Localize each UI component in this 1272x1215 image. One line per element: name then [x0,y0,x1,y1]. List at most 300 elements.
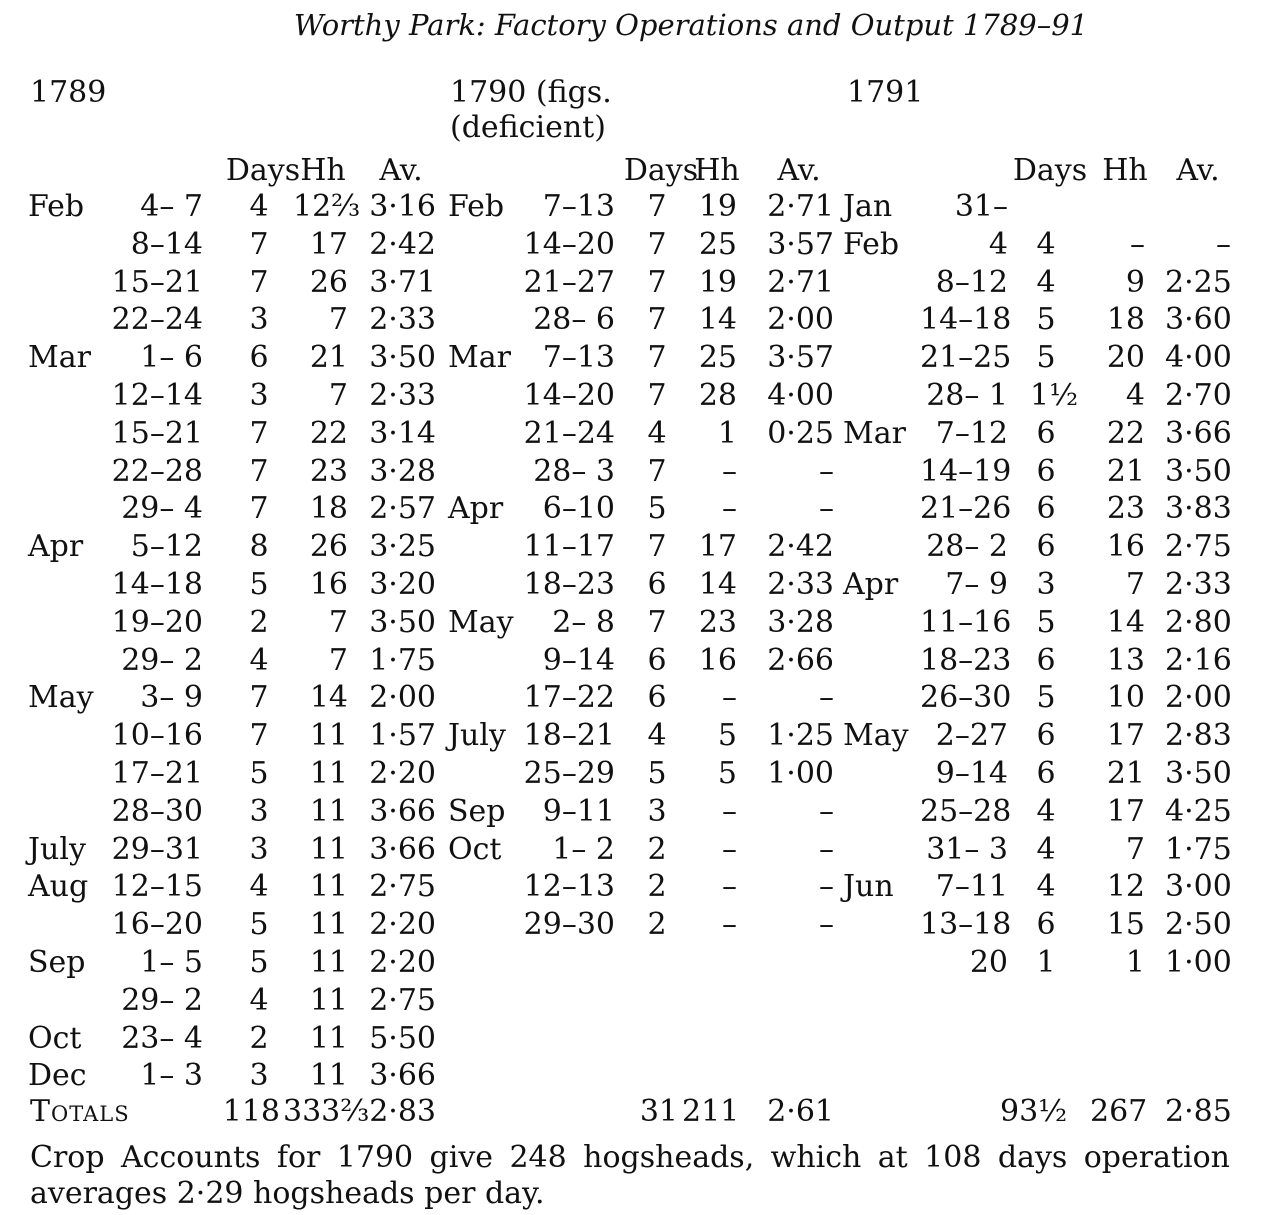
average-value: – [1216,226,1231,262]
month-label: Mar [843,415,906,451]
average-value: 3·00 [1165,869,1232,905]
date-range: 21–26 [920,491,1012,527]
average-value: 1·75 [369,642,436,678]
days-value: 4 [249,869,269,905]
average-value: 5·50 [369,1020,436,1056]
month-label: Dec [28,1058,87,1094]
date-range: 1– 5 [140,945,203,980]
days-value: 3 [249,378,269,413]
month-label: Apr [843,567,899,602]
date-range: 6–10 [542,491,615,527]
month-label: Apr [448,491,504,527]
hogsheads-value: 12 [1106,869,1145,905]
hogsheads-value: 25 [698,226,737,262]
average-value: 2·80 [1165,604,1232,640]
average-value: 2·25 [1165,264,1232,300]
year-heading: 1789 [30,75,107,110]
days-value: 6 [647,642,667,678]
average-value: 2·00 [1165,680,1232,716]
hogsheads-value: 21 [1106,453,1145,489]
days-value: 6 [1036,453,1056,489]
hogsheads-value: 5 [717,718,737,754]
hogsheads-value: 5 [717,756,737,791]
days-value: 5 [647,491,667,527]
days-value: 2 [647,869,667,905]
days-value: 6 [647,680,667,716]
hogsheads-value: 14 [698,302,737,338]
date-range: 28– 6 [533,302,615,338]
date-range: 17–22 [523,680,615,716]
average-value: 3·66 [1165,415,1232,451]
average-value: 3·50 [1165,756,1232,791]
month-label: Sep [448,793,506,829]
average-value: 2·20 [369,907,436,943]
average-value: 2·75 [369,982,436,1018]
date-range: 14–18 [920,302,1012,338]
month-label: May [843,718,909,754]
average-value: 4·25 [1165,793,1232,829]
col-header-av: Av. [777,153,821,188]
hogsheads-value: 11 [309,945,348,980]
date-range: 21–24 [523,415,615,451]
date-range: 4 [988,226,1008,262]
month-label: Jan [843,189,893,224]
hogsheads-value: 23 [309,453,348,489]
average-value: 2·33 [369,378,436,413]
average-value: – [819,491,834,527]
hogsheads-value: 1 [1125,945,1145,980]
col-header-av: Av. [1176,153,1220,188]
days-value: 7 [647,226,667,262]
days-value: 5 [1036,340,1056,376]
days-value: 1½ [1030,378,1079,413]
date-range: 11–16 [920,604,1012,640]
average-value: 3·28 [369,453,436,489]
col-header-hh: Hh [300,153,346,188]
days-value: 3 [647,793,667,829]
days-value: 3 [249,793,269,829]
hogsheads-value: 19 [698,189,737,224]
date-range: 28– 1 [926,378,1008,413]
average-value: 3·83 [1165,491,1232,527]
month-label: Mar [448,340,511,376]
date-range: 14–20 [523,226,615,262]
average-value: 2·83 [1165,718,1232,754]
hogsheads-value: 11 [309,718,348,754]
average-value: 1·00 [1165,945,1232,980]
date-range: 12–13 [523,869,615,905]
days-value: 7 [647,340,667,376]
hogsheads-value: 11 [309,1058,348,1094]
days-value: 2 [249,1020,269,1056]
days-value: 7 [249,718,269,754]
totals-days: 118 [222,1094,280,1129]
date-range: 14–20 [523,378,615,413]
days-value: 4 [1036,831,1056,867]
date-range: 28–30 [111,793,203,829]
hogsheads-value: – [722,869,737,905]
average-value: 3·16 [369,189,436,224]
average-value: 2·75 [369,869,436,905]
hogsheads-value: 14 [1106,604,1145,640]
hogsheads-value: 11 [309,869,348,905]
days-value: 6 [647,567,667,602]
average-value: 3·60 [1165,302,1232,338]
date-range: 21–25 [920,340,1012,376]
average-value: 3·50 [1165,453,1232,489]
page-title: Worthy Park: Factory Operations and Output 1789–91 [293,8,1089,42]
average-value: – [819,869,834,905]
date-range: 11–17 [523,529,615,565]
month-label: May [28,680,94,716]
totals-av: 2·61 [767,1094,834,1129]
hogsheads-value: 23 [1106,491,1145,527]
totals-av: 2·85 [1165,1094,1232,1129]
hogsheads-value: 11 [309,831,348,867]
hogsheads-value: 12⅔ [293,189,361,224]
average-value: 1·25 [767,718,834,754]
date-range: 7–13 [542,340,615,376]
hogsheads-value: 7 [328,378,348,413]
average-value: 2·20 [369,756,436,791]
hogsheads-value: 19 [698,264,737,300]
days-value: 7 [647,378,667,413]
days-value: 4 [1036,869,1056,905]
days-value: 7 [249,226,269,262]
date-range: 25–28 [920,793,1012,829]
month-label: Aug [28,869,89,905]
hogsheads-value: 18 [1106,302,1145,338]
date-range: 28– 3 [533,453,615,489]
year-note: (deficient) [450,110,606,145]
date-range: 7– 9 [945,567,1008,602]
year-heading: 1790 (figs. [450,75,612,110]
date-range: 7–13 [542,189,615,224]
average-value: 2·33 [1165,567,1232,602]
days-value: 5 [249,567,269,602]
col-header-days: Days [225,153,301,188]
date-range: 1– 2 [552,831,615,867]
average-value: 2·57 [369,491,436,527]
date-range: 7–12 [935,415,1008,451]
date-range: 9–14 [935,756,1008,791]
days-value: 7 [249,264,269,300]
date-range: 18–23 [523,567,615,602]
hogsheads-value: 15 [1106,907,1145,943]
date-range: 25–29 [523,756,615,791]
days-value: 8 [249,529,269,565]
average-value: – [819,793,834,829]
days-value: 7 [249,680,269,716]
days-value: 7 [647,453,667,489]
hogsheads-value: 21 [309,340,348,376]
average-value: 4·00 [1165,340,1232,376]
hogsheads-value: 7 [328,302,348,338]
hogsheads-value: 28 [698,378,737,413]
hogsheads-value: 25 [698,340,737,376]
hogsheads-value: 14 [698,567,737,602]
days-value: 6 [1036,642,1056,678]
average-value: 3·57 [767,226,834,262]
date-range: 2–27 [935,718,1008,754]
month-label: July [28,831,86,867]
date-range: 9–14 [542,642,615,678]
days-value: 5 [249,756,269,791]
hogsheads-value: 22 [309,415,348,451]
average-value: 3·28 [767,604,834,640]
hogsheads-value: 23 [698,604,737,640]
days-value: 5 [249,907,269,943]
days-value: 7 [647,264,667,300]
average-value: 3·66 [369,1058,436,1094]
average-value: 2·33 [767,567,834,602]
hogsheads-value: 10 [1106,680,1145,716]
days-value: 4 [1036,264,1056,300]
days-value: 5 [1036,604,1056,640]
hogsheads-value: 13 [1106,642,1145,678]
hogsheads-value: 21 [1106,756,1145,791]
days-value: 3 [249,1058,269,1094]
average-value: 4·00 [767,378,834,413]
date-range: 9–11 [542,793,615,829]
days-value: 5 [647,756,667,791]
date-range: 18–23 [920,642,1012,678]
date-range: 1– 3 [140,1058,203,1094]
days-value: 7 [249,415,269,451]
days-value: 6 [1036,756,1056,791]
col-header-days: Days [1012,153,1088,188]
date-range: 29– 2 [121,642,203,678]
days-value: 6 [1036,415,1056,451]
average-value: 3·57 [767,340,834,376]
month-label: Apr [28,529,84,565]
average-value: 2·20 [369,945,436,980]
hogsheads-value: 7 [328,642,348,678]
date-range: 14–19 [920,453,1012,489]
average-value: 1·57 [369,718,436,754]
month-label: Oct [28,1020,82,1056]
hogsheads-value: – [722,831,737,867]
totals-hh: 267 [1090,1094,1148,1129]
month-label: Jun [843,869,894,905]
hogsheads-value: – [722,680,737,716]
hogsheads-value: 9 [1125,264,1145,300]
days-value: 4 [1036,793,1056,829]
average-value: 2·71 [767,189,834,224]
hogsheads-value: 20 [1106,340,1145,376]
average-value: 2·50 [1165,907,1232,943]
average-value: 3·50 [369,604,436,640]
days-value: 2 [249,604,269,640]
hogsheads-value: 14 [309,680,348,716]
month-label: Mar [28,340,91,376]
average-value: 2·42 [767,529,834,565]
average-value: 1·75 [1165,831,1232,867]
average-value: – [819,831,834,867]
date-range: 19–20 [111,604,203,640]
days-value: 7 [647,604,667,640]
hogsheads-value: 11 [309,907,348,943]
hogsheads-value: 11 [309,756,348,791]
date-range: 13–18 [920,907,1012,943]
hogsheads-value: 18 [309,491,348,527]
date-range: 31– 3 [926,831,1008,867]
hogsheads-value: 16 [1106,529,1145,565]
average-value: 3·66 [369,793,436,829]
days-value: 5 [1036,680,1056,716]
hogsheads-value: 17 [1106,718,1145,754]
days-value: 1 [1036,945,1056,980]
month-label: Feb [843,226,900,262]
date-range: 1– 6 [140,340,203,376]
days-value: 6 [1036,718,1056,754]
average-value: 2·66 [767,642,834,678]
month-label: Feb [448,189,505,224]
average-value: – [819,453,834,489]
days-value: 4 [647,718,667,754]
date-range: 15–21 [111,415,203,451]
hogsheads-value: 11 [309,982,348,1018]
date-range: 18–21 [523,718,615,754]
date-range: 14–18 [111,567,203,602]
col-header-av: Av. [379,153,423,188]
col-header-hh: Hh [694,153,740,188]
average-value: 1·00 [767,756,834,791]
date-range: 3– 9 [140,680,203,716]
hogsheads-value: 4 [1125,378,1145,413]
date-range: 7–11 [935,869,1008,905]
average-value: 2·70 [1165,378,1232,413]
date-range: 17–21 [111,756,203,791]
days-value: 6 [1036,529,1056,565]
average-value: 3·71 [369,264,436,300]
date-range: 22–24 [111,302,203,338]
days-value: 7 [647,302,667,338]
average-value: 2·75 [1165,529,1232,565]
totals-label: Totals [30,1094,130,1129]
days-value: 2 [647,907,667,943]
date-range: 16–20 [111,907,203,943]
totals-days: 93½ [1000,1094,1068,1129]
days-value: 6 [1036,491,1056,527]
date-range: 22–28 [111,453,203,489]
days-value: 7 [647,189,667,224]
hogsheads-value: 17 [1106,793,1145,829]
average-value: 2·00 [369,680,436,716]
month-label: May [448,604,514,640]
footnote: Crop Accounts for 1790 give 248 hogsheads, which at 108 days operation averages 2·29 hogsheads per day. [30,1140,1230,1211]
average-value: 3·25 [369,529,436,565]
days-value: 4 [1036,226,1056,262]
month-label: Oct [448,831,502,867]
average-value: 3·14 [369,415,436,451]
hogsheads-value: 11 [309,1020,348,1056]
month-label: Feb [28,189,85,224]
date-range: 28– 2 [926,529,1008,565]
totals-av: 2·83 [369,1094,436,1129]
date-range: 23– 4 [121,1020,203,1056]
date-range: 29– 2 [121,982,203,1018]
date-range: 12–14 [111,378,203,413]
hogsheads-value: 17 [309,226,348,262]
col-header-hh: Hh [1102,153,1148,188]
average-value: 3·50 [369,340,436,376]
days-value: 2 [647,831,667,867]
hogsheads-value: – [722,907,737,943]
date-range: 10–16 [111,718,203,754]
hogsheads-value: – [722,491,737,527]
hogsheads-value: – [722,453,737,489]
month-label: July [448,718,506,754]
totals-hh: 211 [682,1094,740,1129]
date-range: 29–30 [523,907,615,943]
days-value: 7 [647,529,667,565]
average-value: – [819,680,834,716]
average-value: 0·25 [767,415,834,451]
hogsheads-value: 16 [698,642,737,678]
hogsheads-value: 26 [309,264,348,300]
average-value: – [819,907,834,943]
hogsheads-value: 26 [309,529,348,565]
date-range: 29–31 [111,831,203,867]
hogsheads-value: – [1130,226,1145,262]
hogsheads-value: 17 [698,529,737,565]
days-value: 5 [249,945,269,980]
hogsheads-value: – [722,793,737,829]
days-value: 3 [1036,567,1056,602]
days-value: 3 [249,302,269,338]
average-value: 2·71 [767,264,834,300]
hogsheads-value: 7 [1125,831,1145,867]
date-range: 31– [954,189,1008,224]
hogsheads-value: 22 [1106,415,1145,451]
date-range: 21–27 [523,264,615,300]
year-heading: 1791 [847,75,924,110]
date-range: 12–15 [111,869,203,905]
days-value: 4 [249,982,269,1018]
date-range: 26–30 [920,680,1012,716]
hogsheads-value: 7 [328,604,348,640]
hogsheads-value: 16 [309,567,348,602]
average-value: 3·66 [369,831,436,867]
days-value: 4 [647,415,667,451]
hogsheads-value: 1 [717,415,737,451]
hogsheads-value: 7 [1125,567,1145,602]
days-value: 7 [249,491,269,527]
average-value: 3·20 [369,567,436,602]
average-value: 2·00 [767,302,834,338]
date-range: 20 [969,945,1008,980]
date-range: 15–21 [111,264,203,300]
totals-hh: 333⅔ [283,1094,370,1129]
date-range: 5–12 [130,529,203,565]
date-range: 4– 7 [140,189,203,224]
days-value: 5 [1036,302,1056,338]
col-header-days: Days [623,153,699,188]
days-value: 3 [249,831,269,867]
days-value: 7 [249,453,269,489]
month-label: Sep [28,945,86,980]
hogsheads-value: 11 [309,793,348,829]
average-value: 2·33 [369,302,436,338]
days-value: 4 [249,189,269,224]
totals-days: 31 [639,1094,678,1129]
date-range: 2– 8 [552,604,615,640]
days-value: 4 [249,642,269,678]
average-value: 2·42 [369,226,436,262]
date-range: 8–12 [935,264,1008,300]
days-value: 6 [1036,907,1056,943]
